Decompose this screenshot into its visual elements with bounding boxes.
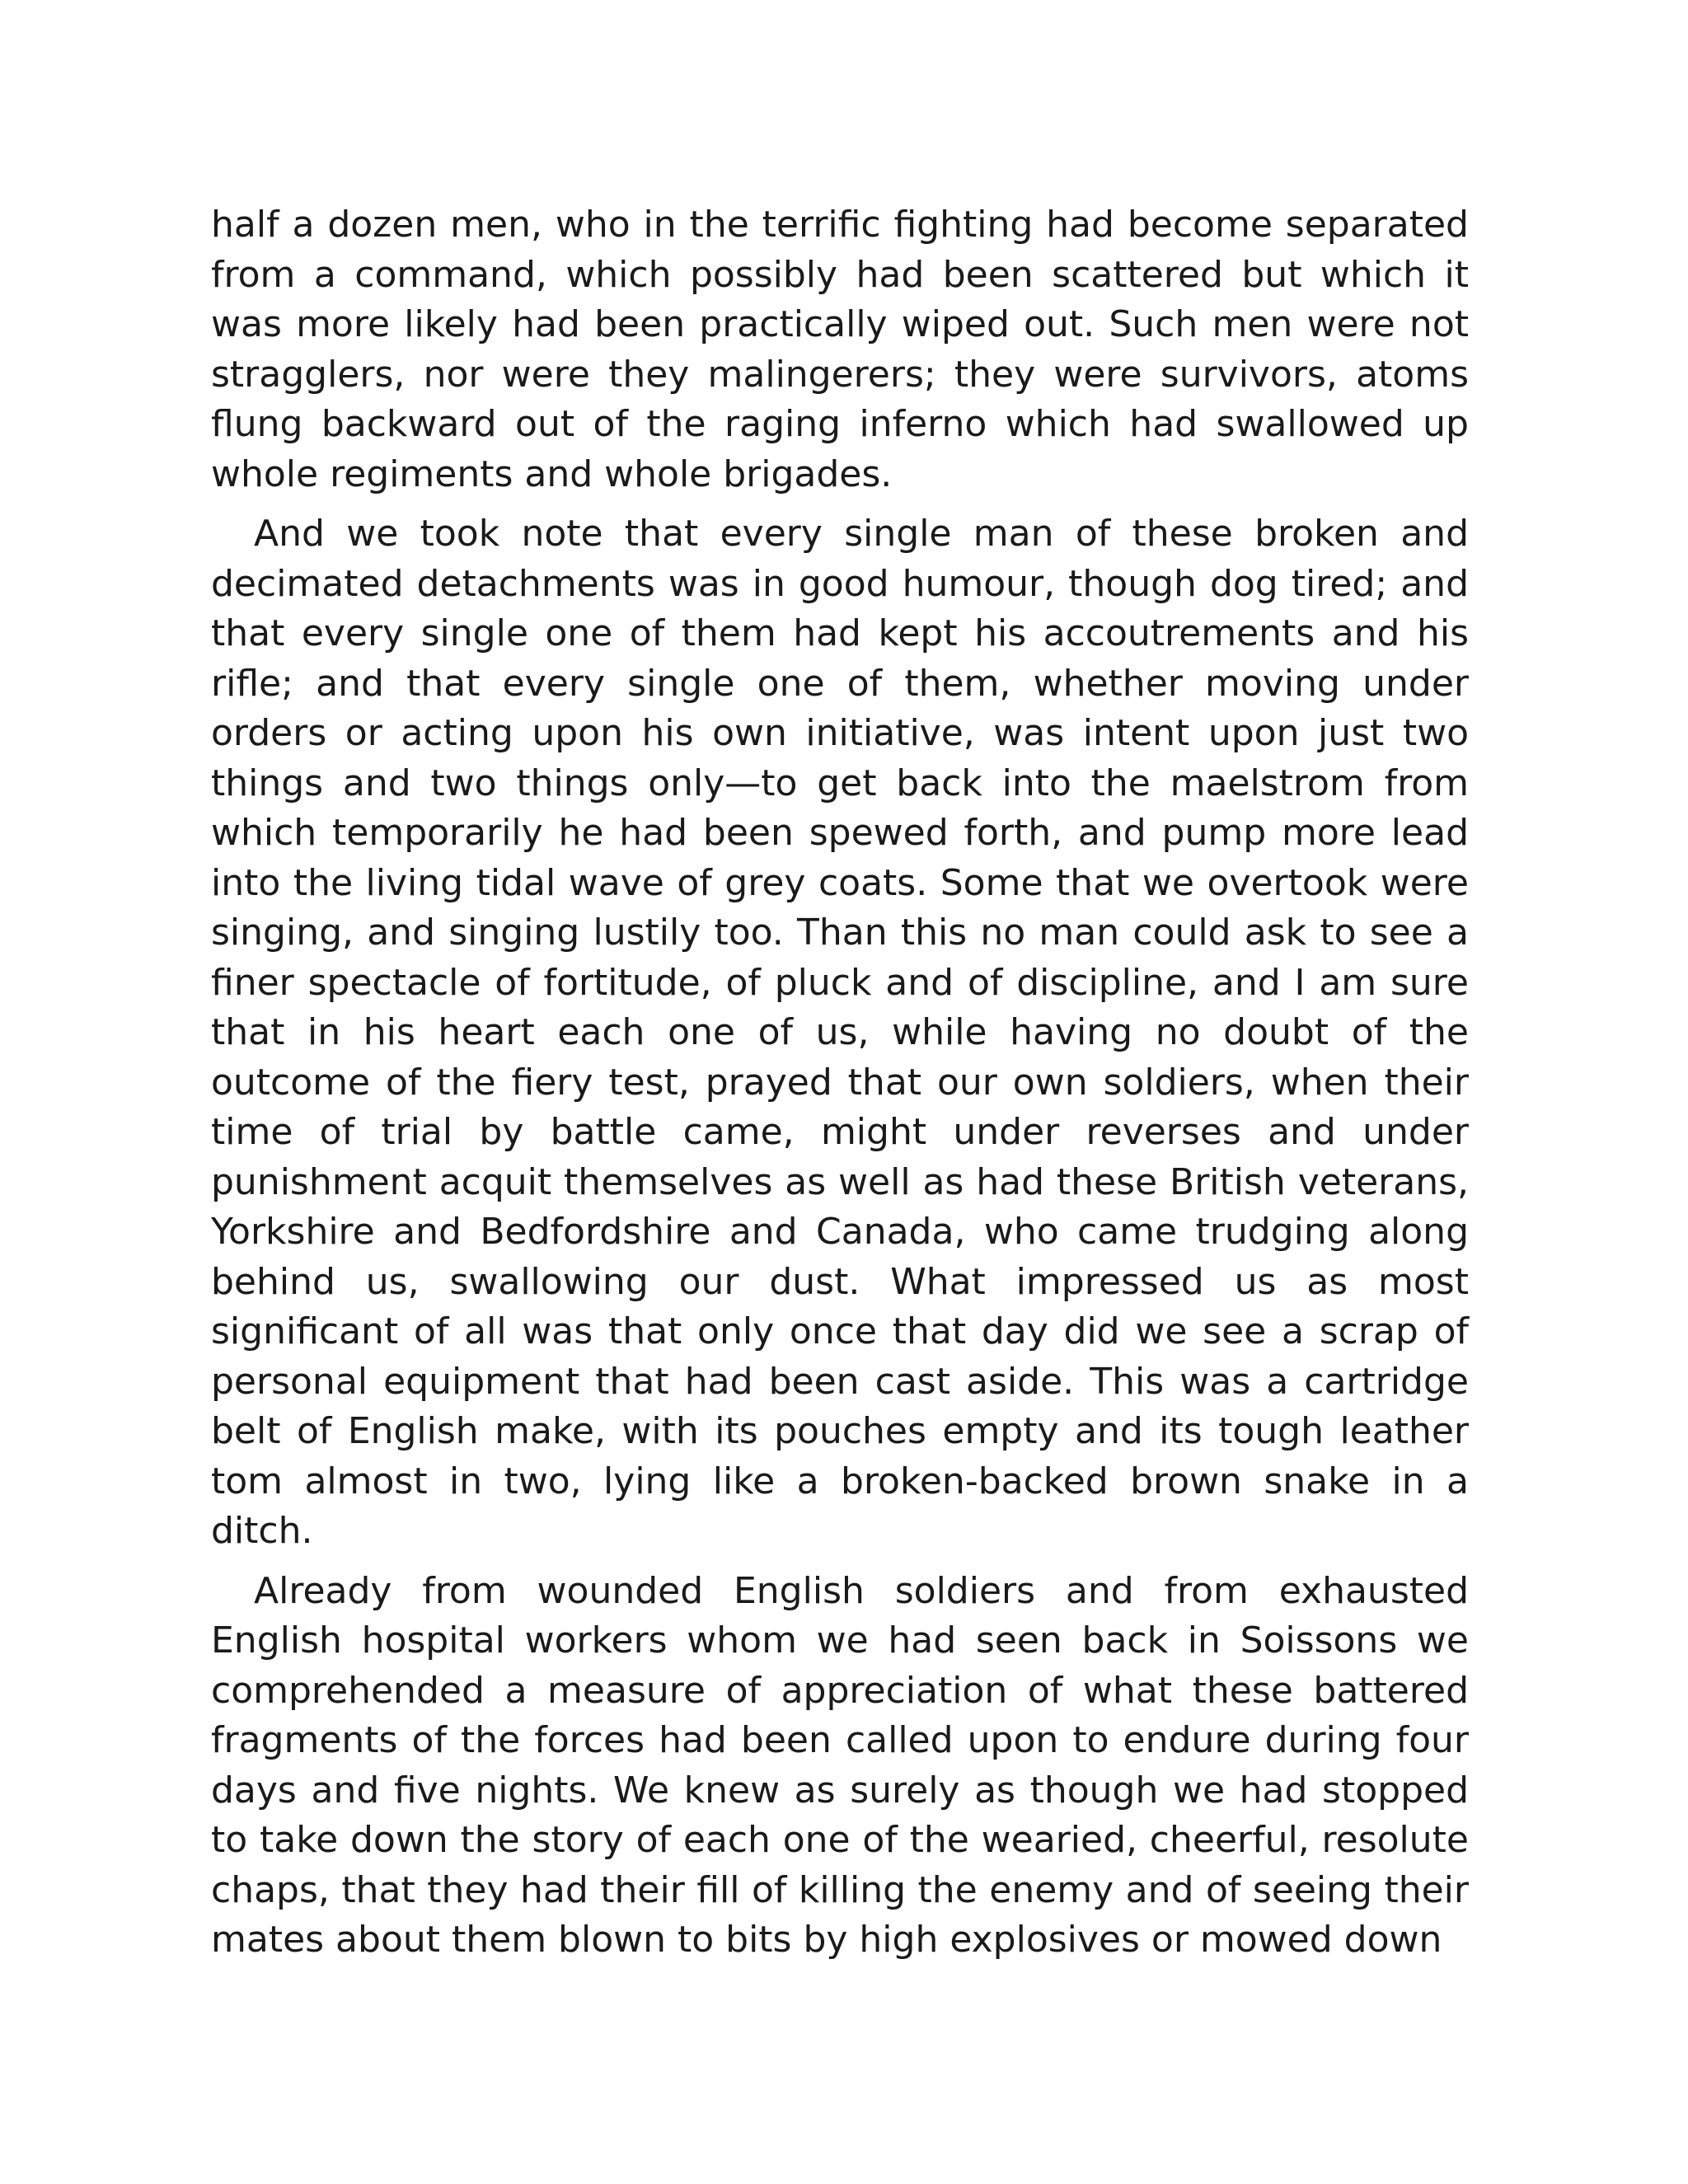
paragraph-2: And we took note that every single man of these broken and decimated detachments was in good humour, though dog tired; and that every single one of them had kept his accoutrements and his rifle; and that every single one of them, whether moving under orders or acting upon his own initiative, was intent upon just two things and two things only—to get back into the maelstrom from which temporarily he had been spewed forth, and pump more lead into the living tidal wave of grey coats. Some that we overtook were singing, and singing lustily too. Than this no man could ask to see a finer spectacle of fortitude, of pluck and of discipline, and I am sure that in his heart each one of us, while having no doubt of the outcome of the fiery test, prayed that our own soldiers, when their time of trial by battle came, might under reverses and under punishment acquit themselves as well as had these British veterans, Yorkshire and Bedfordshire and Canada, who came trudging along behind us, swallowing our dust. What impressed us as most significant of all was that only once that day did we see a scrap of personal equipment that had been cast aside. This was a cartridge belt of English make, with its pouches empty and its tough leather tom almost in two, lying like a broken-backed brown snake in a ditch. <box>211 513 1469 1552</box>
body-text <box>211 200 1469 1975</box>
paragraph-1: half a dozen men, who in the terrific fighting had become separated from a command, which possibly had been scattered but which it was more likely had been practically wiped out. Such men were not stragglers, nor were they malingerers; they were survivors, atoms flung backward out of the raging inferno which had swallowed up whole regiments and whole brigades. <box>211 204 1469 495</box>
paragraph-3: Already from wounded English soldiers and from exhausted English hospital workers whom we had seen back in Soissons we comprehended a measure of appreciation of what these battered fragments of the forces had been called upon to endure during four days and five nights. We knew as surely as though we had stopped to take down the story of each one of the wearied, cheerful, resolute chaps, that they had their fill of killing the enemy and of seeing their mates about them blown to bits by high explosives or mowed down <box>211 1569 1469 1961</box>
